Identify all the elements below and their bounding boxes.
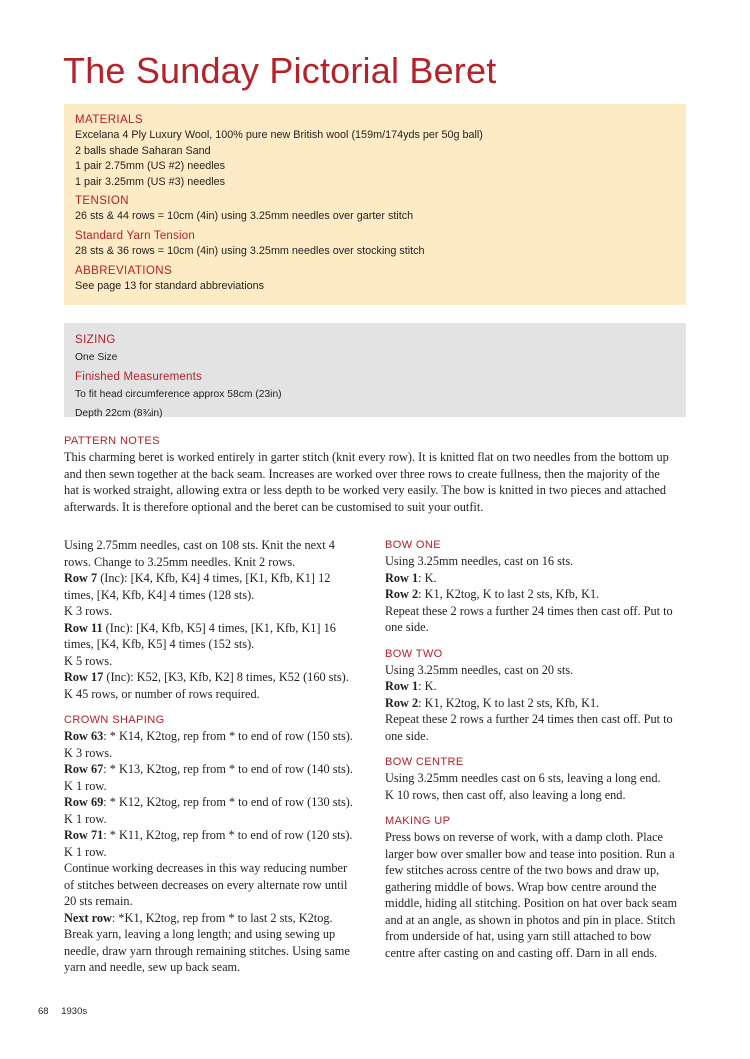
instruction-line xyxy=(64,745,366,762)
crown-shaping-instructions xyxy=(64,728,366,976)
instruction-line xyxy=(64,537,366,554)
instruction-line xyxy=(64,860,366,877)
right-column xyxy=(385,537,690,961)
tension-heading: TENSION xyxy=(75,195,129,208)
instruction-line xyxy=(64,636,366,653)
instruction-line xyxy=(64,620,366,637)
row-label: Row 2 xyxy=(385,695,419,710)
abbreviations-text: See page 13 for standard abbreviations xyxy=(75,279,265,292)
instruction-text: K 1 row. xyxy=(64,778,107,793)
instruction-line xyxy=(385,553,690,570)
finished-measurement-line: Depth 22cm (8¾in) xyxy=(75,408,163,419)
row-label: Row 1 xyxy=(385,679,419,693)
instruction-line xyxy=(385,603,690,620)
instruction-text: K 1 row. xyxy=(64,844,107,859)
pattern-notes-line: hat is worked straight, allowing extra or less depth to be worked very easily. The bow is knitted in two pieces and attached xyxy=(64,483,667,497)
instruction-text: and at an angle, as shown in photos and pin in place. Stitch xyxy=(385,912,676,927)
pattern-notes-heading: PATTERN NOTES xyxy=(64,435,160,447)
instruction-text: Using 3.25mm needles, cast on 20 sts. xyxy=(385,662,574,677)
instruction-line xyxy=(64,554,366,571)
bow-two-instructions xyxy=(385,662,690,745)
instruction-line xyxy=(385,711,690,728)
row-label: Next row xyxy=(64,910,112,925)
instruction-text: (Inc): K52, [K3, Kfb, K2] 8 times, K52 (160 sts). xyxy=(103,670,349,684)
instruction-line xyxy=(385,570,690,587)
instruction-text: 20 sts remain. xyxy=(64,894,133,908)
instruction-text: one side. xyxy=(385,728,429,743)
instruction-line xyxy=(64,653,366,670)
finished-measurements-heading: Finished Measurements xyxy=(75,371,202,383)
instruction-line xyxy=(64,570,366,587)
instruction-text: rows. Change to 3.25mm needles. Knit 2 rows. xyxy=(64,554,296,569)
instruction-text: Repeat these 2 rows a further 24 times then cast off. Put to xyxy=(385,603,673,618)
instruction-line xyxy=(385,770,690,787)
materials-heading: MATERIALS xyxy=(75,114,143,126)
page-title: The Sunday Pictorial Beret xyxy=(63,50,497,91)
row-label: Row 63 xyxy=(64,729,104,743)
instruction-text: times, [K4, Kfb, K5] 4 times (152 sts). xyxy=(64,637,255,651)
instruction-line xyxy=(385,862,690,879)
instruction-text: middle, hiding all stitching. Position on hat over back seam xyxy=(385,896,678,910)
instruction-text: : * K13, K2tog, rep from * to end of row (140 sts). xyxy=(103,762,353,776)
instruction-line xyxy=(385,619,690,636)
instruction-line xyxy=(385,586,690,603)
instruction-text: Press bows on reverse of work, with a damp cloth. Place xyxy=(385,830,663,844)
instruction-text: Continue working decreases in this way reducing number xyxy=(64,861,348,875)
page-footer xyxy=(38,1006,97,1017)
materials-line: Excelana 4 Ply Luxury Wool, 100% pure new British wool (159m/174yds per 50g ball) xyxy=(75,129,483,141)
page-number: 68 xyxy=(38,1006,49,1017)
instruction-text: of stitches between decreases on every alternate row until xyxy=(64,877,348,892)
row-label: Row 69 xyxy=(64,795,104,809)
instruction-text: Repeat these 2 rows a further 24 times then cast off. Put to xyxy=(385,712,673,726)
sizing-box xyxy=(64,323,686,417)
instruction-line xyxy=(385,846,690,863)
instruction-text: one side. xyxy=(385,620,429,634)
instruction-line xyxy=(64,943,366,960)
pattern-notes-line: afterwards. It is therefore optional and the beret can be customised to suit your outfit. xyxy=(64,499,484,514)
standard-tension-text: 28 sts & 36 rows = 10cm (4in) using 3.25mm needles over stocking stitch xyxy=(75,244,425,257)
instruction-line xyxy=(385,945,690,962)
instruction-text: : K1, K2tog, K to last 2 sts, Kfb, K1. xyxy=(418,695,600,710)
materials-line: 1 pair 2.75mm (US #2) needles xyxy=(75,160,226,173)
row-label: Row 11 xyxy=(64,620,103,635)
bow-centre-instructions xyxy=(385,770,690,803)
sizing-heading: SIZING xyxy=(75,334,116,346)
instruction-text: times, [K4, Kfb, K4] 4 times (128 sts). xyxy=(64,587,255,602)
instruction-line xyxy=(64,877,366,894)
left-column xyxy=(64,537,366,976)
instruction-text: K 45 rows, or number of rows required. xyxy=(64,686,260,701)
instruction-line xyxy=(64,926,366,943)
row-label: Row 67 xyxy=(64,762,104,776)
footer-section: 1930s xyxy=(61,1006,88,1017)
row-label: Row 2 xyxy=(385,587,419,601)
standard-tension-heading: Standard Yarn Tension xyxy=(75,229,195,242)
instruction-text: Using 2.75mm needles, cast on 108 sts. Knit the next 4 xyxy=(64,538,335,552)
instruction-text: : K1, K2tog, K to last 2 sts, Kfb, K1. xyxy=(418,587,600,601)
bow-centre-heading: BOW CENTRE xyxy=(385,756,464,768)
sizing-text: One Size xyxy=(75,352,118,363)
instruction-line xyxy=(385,787,690,804)
instruction-line xyxy=(385,678,690,695)
instruction-text: needle, draw yarn through remaining stitches. Using same xyxy=(64,943,350,958)
pattern-notes xyxy=(64,433,689,515)
instruction-text: K 3 rows. xyxy=(64,745,113,760)
instruction-text: : * K12, K2tog, rep from * to end of row (130 sts). xyxy=(103,795,353,809)
instruction-line xyxy=(385,728,690,745)
instruction-line xyxy=(64,844,366,861)
row-label: Row 1 xyxy=(385,570,419,585)
instruction-text: Break yarn, leaving a long length; and using sewing up xyxy=(64,927,336,941)
instruction-line xyxy=(64,728,366,745)
instruction-line xyxy=(385,695,690,712)
instruction-text: centre after casting on and casting off. Darn in all ends. xyxy=(385,945,658,960)
materials-line: 2 balls shade Saharan Sand xyxy=(75,144,211,157)
instruction-line xyxy=(385,829,690,846)
materials-list xyxy=(75,128,675,190)
instruction-text: K 1 row. xyxy=(64,811,107,826)
instruction-text: : *K1, K2tog, rep from * to last 2 sts, K2tog. xyxy=(111,910,333,925)
instruction-text: from underside of hat, using yarn still attached to bow xyxy=(385,929,652,943)
instruction-text: (Inc): [K4, Kfb, K4] 4 times, [K1, Kfb, K1] 12 xyxy=(97,571,331,585)
instruction-line xyxy=(64,669,366,686)
instruction-line xyxy=(64,587,366,604)
making-up-heading: MAKING UP xyxy=(385,815,451,827)
instruction-text: Using 3.25mm needles, cast on 16 sts. xyxy=(385,554,574,568)
instruction-line xyxy=(385,912,690,929)
instruction-line xyxy=(64,910,366,927)
instruction-text: : * K11, K2tog, rep from * to end of row (120 sts). xyxy=(103,828,353,842)
instruction-line xyxy=(64,794,366,811)
instruction-line xyxy=(385,662,690,679)
row-label: Row 71 xyxy=(64,828,104,842)
bow-two-heading: BOW TWO xyxy=(385,647,443,660)
instruction-text: Using 3.25mm needles cast on 6 sts, leaving a long end. xyxy=(385,771,661,785)
bow-one-heading: BOW ONE xyxy=(385,539,441,551)
instruction-text: : K. xyxy=(418,679,437,693)
instruction-text: yarn and needle, sew up back seam. xyxy=(64,960,241,974)
materials-line: 1 pair 3.25mm (US #3) needles xyxy=(75,175,226,188)
instruction-text: K 3 rows. xyxy=(64,604,113,618)
instruction-line xyxy=(385,879,690,896)
instruction-text: larger bow over smaller bow and tease into position. Run a xyxy=(385,846,675,861)
instruction-line xyxy=(64,811,366,828)
making-up-instructions xyxy=(385,829,690,961)
instruction-line xyxy=(64,778,366,795)
instruction-text: few stitches across centre of the two bows and draw up, xyxy=(385,863,660,877)
bow-one-instructions xyxy=(385,553,690,636)
main-instructions xyxy=(64,537,366,702)
instruction-line xyxy=(385,895,690,912)
instruction-line xyxy=(64,761,366,778)
instruction-text: K 10 rows, then cast off, also leaving a long end. xyxy=(385,787,626,802)
crown-shaping-heading: CROWN SHAPING xyxy=(64,714,165,726)
instruction-text: gathering middle of bows. Wrap bow centre around the xyxy=(385,879,657,894)
instruction-text: : * K14, K2tog, rep from * to end of row (150 sts). xyxy=(103,729,353,743)
materials-box xyxy=(64,104,686,305)
abbreviations-heading: ABBREVIATIONS xyxy=(75,264,173,277)
pattern-notes-line: This charming beret is worked entirely in garter stitch (knit every row). It is knitted flat on two needles from the bottom up xyxy=(64,450,669,464)
instruction-text: K 5 rows. xyxy=(64,653,113,668)
tension-text: 26 sts & 44 rows = 10cm (4in) using 3.25mm needles over garter stitch xyxy=(75,210,414,223)
instruction-text: : K. xyxy=(418,570,437,585)
instruction-line xyxy=(64,893,366,910)
instruction-line xyxy=(64,603,366,620)
instruction-line xyxy=(64,959,366,976)
row-label: Row 17 xyxy=(64,670,104,684)
row-label: Row 7 xyxy=(64,571,98,585)
instruction-line xyxy=(64,686,366,703)
instruction-line xyxy=(64,827,366,844)
instruction-text: (Inc): [K4, Kfb, K5] 4 times, [K1, Kfb, K1] 16 xyxy=(102,620,336,635)
pattern-notes-line: and then sewn together at the back seam. Increases are worked over three rows to create fullness, then the majority of the xyxy=(64,466,660,481)
instruction-line xyxy=(385,928,690,945)
finished-measurement-line: To fit head circumference approx 58cm (23in) xyxy=(75,389,282,400)
